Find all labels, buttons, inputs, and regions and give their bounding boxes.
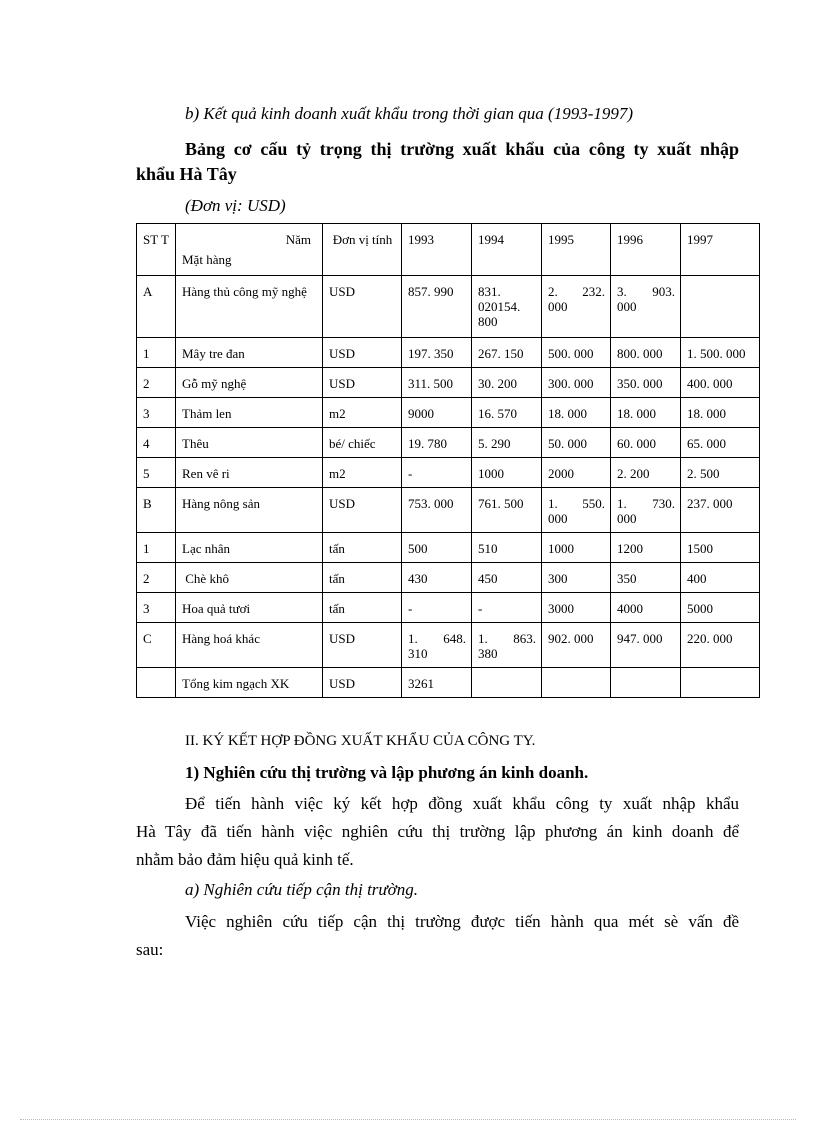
table-row bbox=[137, 563, 760, 593]
year-value-cell: 400. 000 bbox=[681, 368, 760, 398]
table-row bbox=[137, 276, 760, 338]
unit-cell: USD bbox=[323, 368, 402, 398]
year-value-cell: 450 bbox=[472, 563, 542, 593]
year-value-cell: 3. 903. 000 bbox=[611, 276, 681, 338]
unit-cell: tấn bbox=[323, 563, 402, 593]
item-name-cell: Ren vê ri bbox=[176, 458, 323, 488]
item-name-cell: Hoa quả tươi bbox=[176, 593, 323, 623]
table-title-line2: khẩu Hà Tây bbox=[136, 164, 237, 184]
year-value-cell: 18. 000 bbox=[611, 398, 681, 428]
item-name-cell: Lạc nhân bbox=[176, 533, 323, 563]
page-bottom-border bbox=[20, 1119, 796, 1120]
table-row bbox=[137, 533, 760, 563]
year-value-cell: - bbox=[472, 593, 542, 623]
year-value-cell: 1. 500. 000 bbox=[681, 338, 760, 368]
year-value-cell: 1200 bbox=[611, 533, 681, 563]
subsection-1-heading: 1) Nghiên cứu thị trường và lập phương án kinh doanh. bbox=[185, 763, 589, 782]
table-row bbox=[137, 338, 760, 368]
unit-cell: USD bbox=[323, 623, 402, 668]
unit-cell: m2 bbox=[323, 458, 402, 488]
paragraph-2-line1: Việc nghiên cứu tiếp cận thị trường được tiến hành qua mét sè vấn đề bbox=[185, 912, 739, 931]
header-stt: ST T bbox=[137, 224, 176, 276]
stt-cell: 2 bbox=[137, 563, 176, 593]
year-value-cell: 16. 570 bbox=[472, 398, 542, 428]
item-name-cell: Hàng nông sản bbox=[176, 488, 323, 533]
year-value-cell: 430 bbox=[402, 563, 472, 593]
year-value-cell: 65. 000 bbox=[681, 428, 760, 458]
year-value-cell: 1. 550. 000 bbox=[542, 488, 611, 533]
unit-cell: bé/ chiếc bbox=[323, 428, 402, 458]
stt-cell: 3 bbox=[137, 593, 176, 623]
year-value-cell: 300 bbox=[542, 563, 611, 593]
year-value-cell: 18. 000 bbox=[681, 398, 760, 428]
year-value-cell bbox=[611, 668, 681, 698]
header-year: 1994 bbox=[472, 224, 542, 276]
year-value-cell bbox=[542, 668, 611, 698]
header-year: 1996 bbox=[611, 224, 681, 276]
year-value-cell: 4000 bbox=[611, 593, 681, 623]
table-row bbox=[137, 623, 760, 668]
export-structure-table bbox=[136, 223, 760, 698]
header-year: 1997 bbox=[681, 224, 760, 276]
unit-cell: m2 bbox=[323, 398, 402, 428]
year-value-cell: 5. 290 bbox=[472, 428, 542, 458]
item-name-cell: Gỗ mỹ nghệ bbox=[176, 368, 323, 398]
year-value-cell: 220. 000 bbox=[681, 623, 760, 668]
header-year: 1993 bbox=[402, 224, 472, 276]
year-value-cell: 350 bbox=[611, 563, 681, 593]
year-value-cell: 761. 500 bbox=[472, 488, 542, 533]
item-name-cell: Hàng thủ công mỹ nghệ bbox=[176, 276, 323, 338]
header-year: 1995 bbox=[542, 224, 611, 276]
stt-cell: C bbox=[137, 623, 176, 668]
item-name-cell: Thêu bbox=[176, 428, 323, 458]
year-value-cell: - bbox=[402, 593, 472, 623]
stt-cell: 1 bbox=[137, 338, 176, 368]
year-value-cell: 400 bbox=[681, 563, 760, 593]
year-value-cell: 2. 500 bbox=[681, 458, 760, 488]
year-value-cell: 300. 000 bbox=[542, 368, 611, 398]
year-value-cell: 1000 bbox=[472, 458, 542, 488]
year-value-cell: - bbox=[402, 458, 472, 488]
year-value-cell: 3261 bbox=[402, 668, 472, 698]
year-value-cell: 237. 000 bbox=[681, 488, 760, 533]
year-value-cell: 500 bbox=[402, 533, 472, 563]
stt-cell: B bbox=[137, 488, 176, 533]
section-b-heading: b) Kết quả kinh doanh xuất khẩu trong thời gian qua (1993-1997) bbox=[185, 104, 634, 123]
year-value-cell: 857. 990 bbox=[402, 276, 472, 338]
year-value-cell: 753. 000 bbox=[402, 488, 472, 533]
item-name-cell: Thảm len bbox=[176, 398, 323, 428]
stt-cell: 2 bbox=[137, 368, 176, 398]
table-row bbox=[137, 368, 760, 398]
item-name-cell: Hàng hoá khác bbox=[176, 623, 323, 668]
table-header-row bbox=[137, 224, 760, 276]
year-value-cell: 902. 000 bbox=[542, 623, 611, 668]
table-row bbox=[137, 398, 760, 428]
subsection-a-heading: a) Nghiên cứu tiếp cận thị trường. bbox=[185, 880, 419, 899]
year-value-cell: 800. 000 bbox=[611, 338, 681, 368]
year-value-cell: 1000 bbox=[542, 533, 611, 563]
unit-cell: tấn bbox=[323, 533, 402, 563]
unit-cell: USD bbox=[323, 338, 402, 368]
header-nam: Năm bbox=[285, 232, 311, 247]
year-value-cell: 3000 bbox=[542, 593, 611, 623]
header-year-item-cell bbox=[176, 224, 323, 276]
paragraph-2-line2: sau: bbox=[136, 940, 164, 959]
year-value-cell: 2. 200 bbox=[611, 458, 681, 488]
header-don-vi: Đơn vị tính bbox=[323, 224, 402, 276]
table-row bbox=[137, 428, 760, 458]
year-value-cell: 18. 000 bbox=[542, 398, 611, 428]
table-row bbox=[137, 458, 760, 488]
table-row bbox=[137, 593, 760, 623]
year-value-cell: 9000 bbox=[402, 398, 472, 428]
year-value-cell: 500. 000 bbox=[542, 338, 611, 368]
year-value-cell: 19. 780 bbox=[402, 428, 472, 458]
year-value-cell bbox=[681, 276, 760, 338]
year-value-cell: 60. 000 bbox=[611, 428, 681, 458]
year-value-cell bbox=[681, 668, 760, 698]
stt-cell bbox=[137, 668, 176, 698]
year-value-cell: 510 bbox=[472, 533, 542, 563]
unit-cell: USD bbox=[323, 488, 402, 533]
item-name-cell: Chè khô bbox=[176, 563, 323, 593]
item-name-cell: Mây tre đan bbox=[176, 338, 323, 368]
year-value-cell bbox=[472, 668, 542, 698]
year-value-cell: 2. 232. 000 bbox=[542, 276, 611, 338]
year-value-cell: 1. 863. 380 bbox=[472, 623, 542, 668]
table-row bbox=[137, 488, 760, 533]
year-value-cell: 267. 150 bbox=[472, 338, 542, 368]
stt-cell: 1 bbox=[137, 533, 176, 563]
year-value-cell: 350. 000 bbox=[611, 368, 681, 398]
unit-cell: tấn bbox=[323, 593, 402, 623]
stt-cell: 4 bbox=[137, 428, 176, 458]
unit-cell: USD bbox=[323, 276, 402, 338]
stt-cell: 3 bbox=[137, 398, 176, 428]
year-value-cell: 5000 bbox=[681, 593, 760, 623]
year-value-cell: 1. 730. 000 bbox=[611, 488, 681, 533]
stt-cell: A bbox=[137, 276, 176, 338]
stt-cell: 5 bbox=[137, 458, 176, 488]
year-value-cell: 311. 500 bbox=[402, 368, 472, 398]
paragraph-1-line3: nhằm bảo đảm hiệu quả kinh tế. bbox=[136, 850, 354, 869]
year-value-cell: 197. 350 bbox=[402, 338, 472, 368]
year-value-cell: 831. 020154. 800 bbox=[472, 276, 542, 338]
header-mat-hang: Mặt hàng bbox=[182, 252, 232, 267]
year-value-cell: 1. 648. 310 bbox=[402, 623, 472, 668]
table-title-line1: Bảng cơ cấu tỷ trọng thị trường xuất khẩu của công ty xuất nhập bbox=[185, 139, 739, 159]
unit-note: (Đơn vị: USD) bbox=[185, 196, 286, 215]
table-row bbox=[137, 668, 760, 698]
year-value-cell: 30. 200 bbox=[472, 368, 542, 398]
unit-cell: USD bbox=[323, 668, 402, 698]
year-value-cell: 1500 bbox=[681, 533, 760, 563]
item-name-cell: Tổng kim ngạch XK bbox=[176, 668, 323, 698]
year-value-cell: 2000 bbox=[542, 458, 611, 488]
paragraph-1-line1: Để tiến hành việc ký kết hợp đồng xuất khẩu công ty xuất nhập khẩu bbox=[185, 794, 739, 813]
table-body bbox=[137, 276, 760, 698]
section-ii-heading: II. KÝ KẾT HỢP ĐỒNG XUẤT KHẨU CỦA CÔNG TY. bbox=[185, 733, 536, 749]
year-value-cell: 947. 000 bbox=[611, 623, 681, 668]
paragraph-1-line2: Hà Tây đã tiến hành việc nghiên cứu thị trường lập phương án kinh doanh để bbox=[136, 822, 739, 841]
year-value-cell: 50. 000 bbox=[542, 428, 611, 458]
